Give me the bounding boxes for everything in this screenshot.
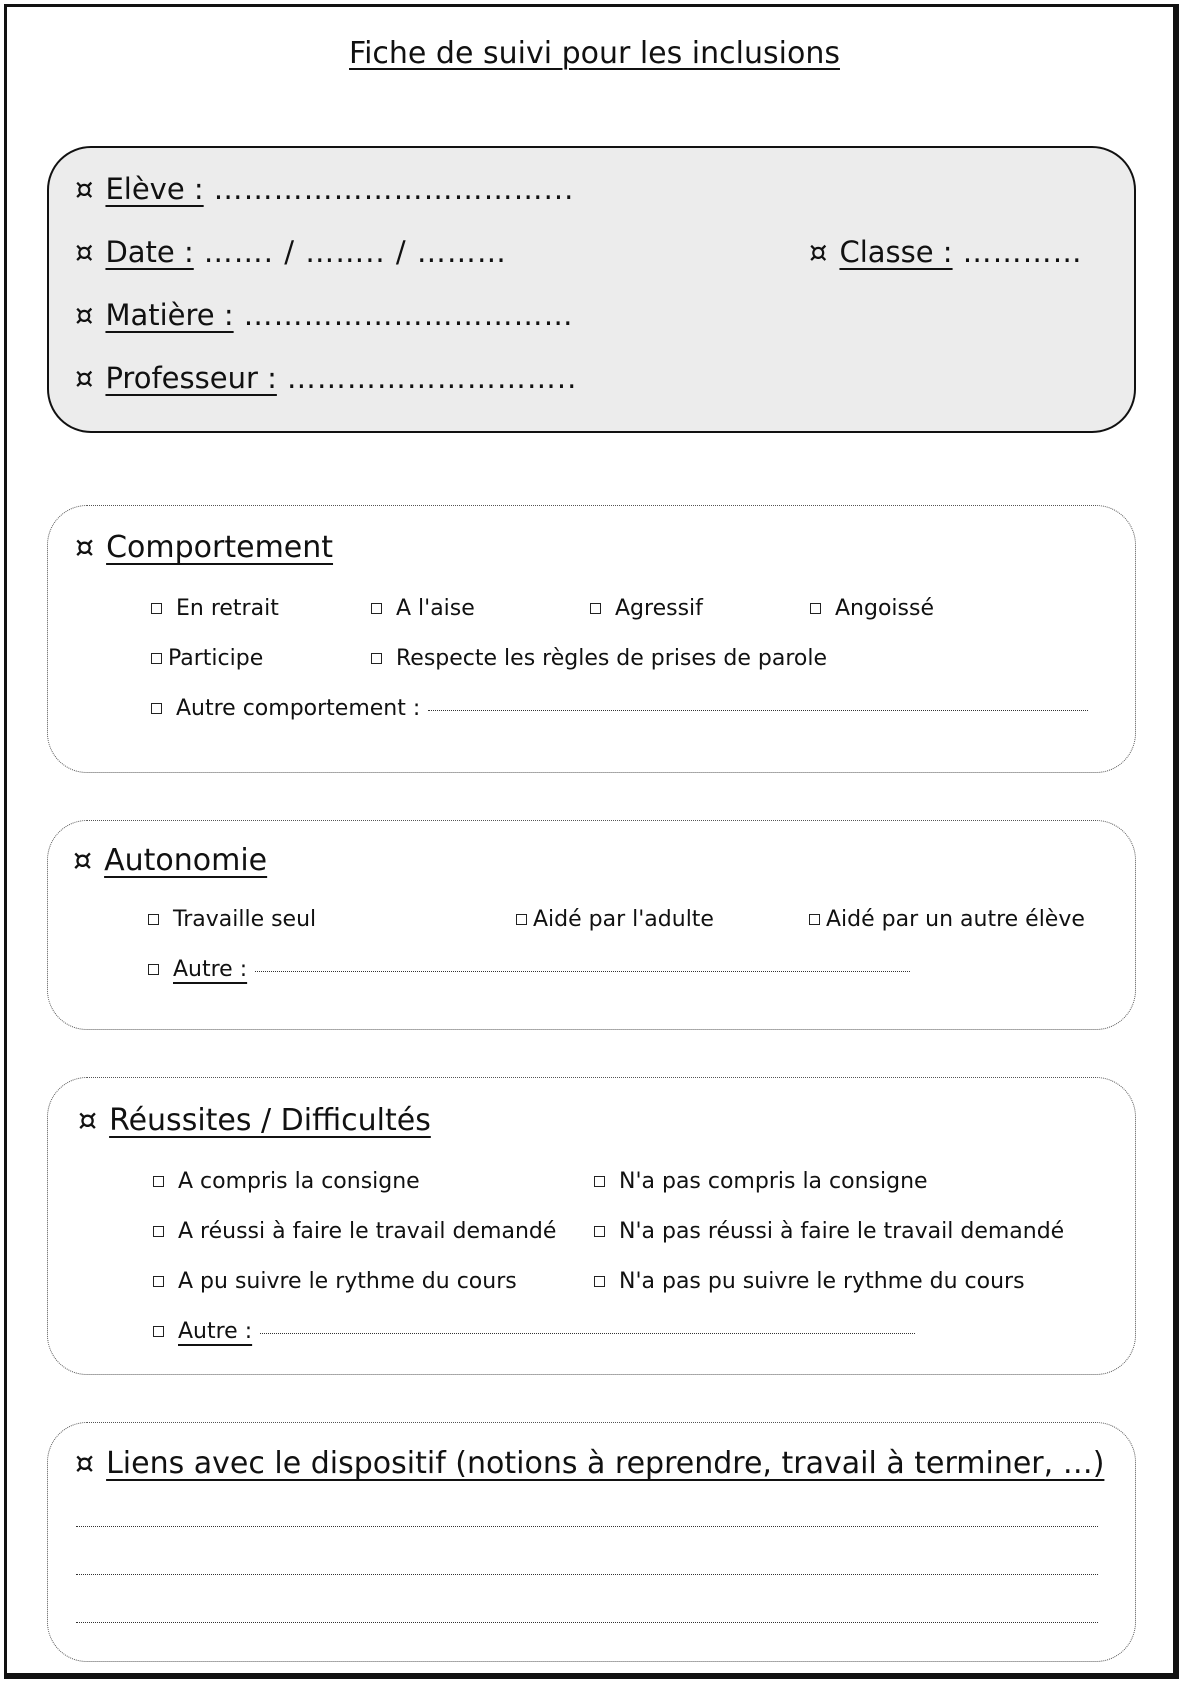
checkbox-angoisse[interactable]: Angoissé: [810, 596, 934, 621]
professeur-row: [75, 361, 577, 395]
liens-write-line[interactable]: [76, 1574, 1098, 1575]
checkbox-icon[interactable]: [810, 603, 821, 614]
date-field[interactable]: ……. / …….. / ………: [203, 235, 507, 269]
matiere-row: [75, 298, 574, 332]
liens-heading: ¤ Liens avec le dispositif (notions à reprendre, travail à terminer, …): [75, 1446, 1105, 1481]
checkbox-autre-comportement[interactable]: Autre comportement :: [151, 696, 1088, 721]
professeur-label: Professeur :: [105, 361, 277, 395]
matiere-field[interactable]: ……………………………: [243, 298, 574, 332]
comportement-heading: ¤ Comportement: [75, 530, 334, 565]
classe-row: [809, 235, 1083, 269]
checkbox-a-compris[interactable]: A compris la consigne: [153, 1169, 420, 1194]
bullet-symbol: ¤: [75, 298, 94, 332]
bullet-symbol: ¤: [75, 361, 94, 395]
reussites-heading: ¤ Réussites / Difficultés: [78, 1103, 431, 1138]
checkbox-en-retrait[interactable]: En retrait: [151, 596, 279, 621]
eleve-field[interactable]: ……………………………...: [213, 172, 575, 206]
checkbox-icon[interactable]: [153, 1276, 164, 1287]
checkbox-travaille-seul[interactable]: Travaille seul: [148, 907, 316, 932]
checkbox-icon[interactable]: [153, 1326, 164, 1337]
autre-autonomie-field[interactable]: [255, 971, 910, 972]
checkbox-autre-reussites[interactable]: Autre :: [153, 1319, 915, 1344]
professeur-field[interactable]: ………………………..: [286, 361, 578, 395]
checkbox-icon[interactable]: [148, 964, 159, 975]
bullet-symbol: ¤: [75, 1446, 95, 1481]
matiere-label: Matière :: [105, 298, 234, 332]
page-title: Fiche de suivi pour les inclusions: [349, 36, 840, 71]
autre-comportement-field[interactable]: [428, 710, 1088, 711]
checkbox-a-pu-suivre[interactable]: A pu suivre le rythme du cours: [153, 1269, 517, 1294]
checkbox-icon[interactable]: [590, 603, 601, 614]
checkbox-icon[interactable]: [151, 653, 162, 664]
checkbox-a-reussi[interactable]: A réussi à faire le travail demandé: [153, 1219, 556, 1244]
checkbox-icon[interactable]: [809, 914, 820, 925]
checkbox-icon[interactable]: [151, 703, 162, 714]
checkbox-a-l-aise[interactable]: A l'aise: [371, 596, 475, 621]
classe-field[interactable]: …………: [962, 235, 1083, 269]
checkbox-aide-adulte[interactable]: Aidé par l'adulte: [516, 907, 714, 932]
bullet-symbol: ¤: [809, 235, 828, 269]
liens-write-line[interactable]: [76, 1622, 1098, 1623]
checkbox-aide-eleve[interactable]: Aidé par un autre élève: [809, 907, 1085, 932]
date-row: [75, 235, 507, 269]
bullet-symbol: ¤: [73, 843, 93, 878]
checkbox-pas-compris[interactable]: N'a pas compris la consigne: [594, 1169, 928, 1194]
classe-label: Classe :: [839, 235, 953, 269]
date-label: Date :: [105, 235, 194, 269]
checkbox-icon[interactable]: [151, 603, 162, 614]
checkbox-icon[interactable]: [153, 1226, 164, 1237]
bullet-symbol: ¤: [75, 172, 94, 206]
checkbox-icon[interactable]: [153, 1176, 164, 1187]
checkbox-autre-autonomie[interactable]: Autre :: [148, 957, 910, 982]
checkbox-respecte-regles[interactable]: Respecte les règles de prises de parole: [371, 646, 827, 671]
checkbox-pas-reussi[interactable]: N'a pas réussi à faire le travail demandé: [594, 1219, 1064, 1244]
eleve-row: [75, 172, 574, 206]
checkbox-participe[interactable]: Participe: [151, 646, 263, 671]
checkbox-icon[interactable]: [371, 603, 382, 614]
liens-write-line[interactable]: [76, 1526, 1098, 1527]
checkbox-agressif[interactable]: Agressif: [590, 596, 703, 621]
autre-reussites-field[interactable]: [260, 1333, 915, 1334]
bullet-symbol: ¤: [78, 1103, 98, 1138]
checkbox-pas-pu-suivre[interactable]: N'a pas pu suivre le rythme du cours: [594, 1269, 1025, 1294]
autonomie-heading: ¤ Autonomie: [73, 843, 268, 878]
checkbox-icon[interactable]: [148, 914, 159, 925]
eleve-label: Elève :: [105, 172, 204, 206]
checkbox-icon[interactable]: [516, 914, 527, 925]
bullet-symbol: ¤: [75, 235, 94, 269]
checkbox-icon[interactable]: [371, 653, 382, 664]
bullet-symbol: ¤: [75, 530, 95, 565]
checkbox-icon[interactable]: [594, 1226, 605, 1237]
checkbox-icon[interactable]: [594, 1176, 605, 1187]
checkbox-icon[interactable]: [594, 1276, 605, 1287]
